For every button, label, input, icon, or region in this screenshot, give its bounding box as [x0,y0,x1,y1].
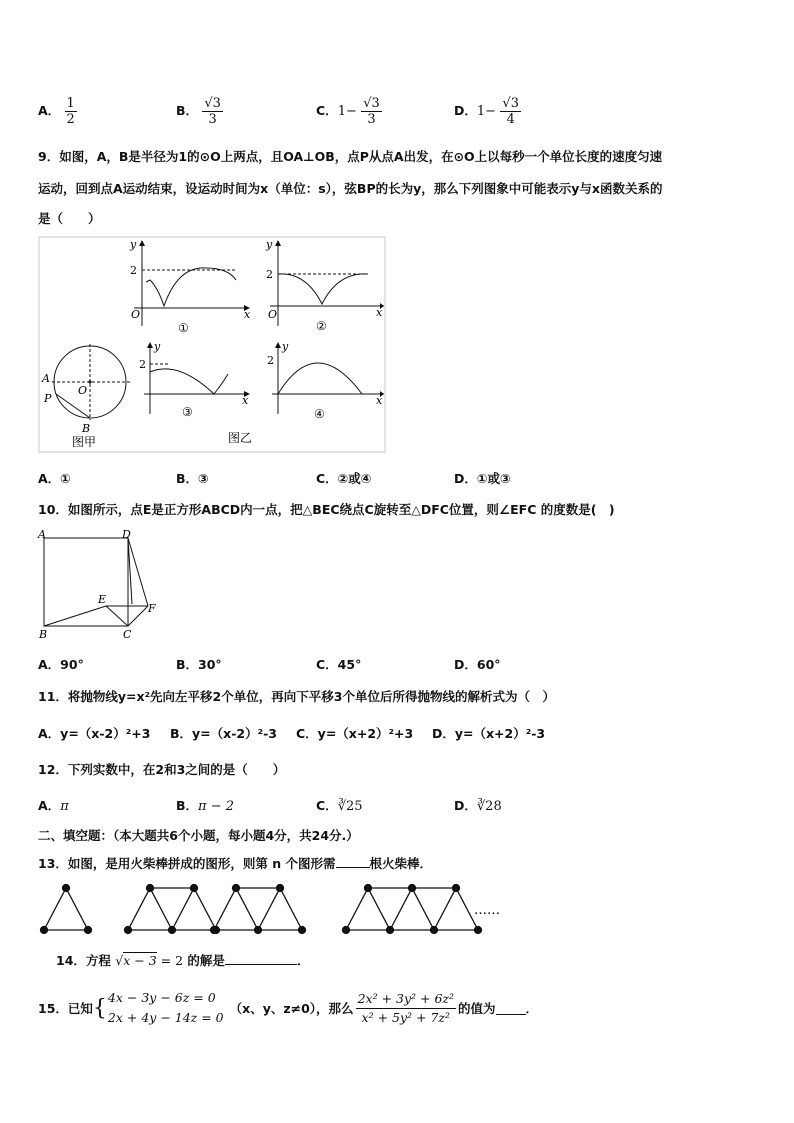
graph-1-label: ① [178,321,189,335]
vertex-c: C [123,628,132,641]
left-brace: { [92,995,107,1021]
graph-3-label: ③ [182,405,193,419]
answer-blank[interactable] [496,1002,526,1015]
answer-blank[interactable] [336,855,370,868]
q9-figure [38,236,388,454]
circle-figure [41,344,130,449]
caption-left: 图甲 [72,435,97,449]
q8-option-c: C．1− $\frac{√3}{3}$ [316,96,380,127]
point-o: O [78,384,88,397]
q14-text: 14．方程 √x − 3 = 2 的解是 ． [56,953,310,968]
q10-option-b: B．30° [176,657,222,672]
q10-option-d: D．60° [454,657,501,672]
q12-option-d: D．∛28 [454,798,502,814]
graph-2 [265,238,384,333]
x-label: x [242,394,249,407]
q8-option-d: D．1− $\frac{√3}{4}$ [454,96,519,127]
caption-right: 图乙 [228,431,253,445]
q11-option-d: D．y=（x+2）²-3 [432,726,546,741]
origin-label: O [268,308,278,321]
q10-figure [36,528,166,644]
y-label: y [130,238,137,251]
q9-option-a: A．① [38,471,71,486]
q10-option-c: C．45° [316,657,362,672]
q10-option-a: A．90° [38,657,84,672]
q12-option-b: B．π − 2 [176,798,235,814]
x-label: x [376,394,383,407]
y-label: y [266,238,273,251]
equation-system: 4x − 3y − 6z = 0 2x + 4y − 14z = 0 [107,990,224,1025]
fraction: $\frac{√3}{3}$ [363,96,380,127]
graph-3 [139,340,252,445]
answer-blank[interactable] [225,952,297,965]
q8-option-a: A． $\frac{1}{2}$ [38,96,75,127]
graph-1 [129,238,251,335]
y-label: y [154,340,161,353]
q9-line-3: 是（ ） [38,211,101,226]
vertex-d: D [122,528,131,541]
q13-text: 13．如图，是用火柴棒拼成的图形，则第 n 个图形需 根火柴棒． [38,856,433,871]
graph-2-label: ② [316,319,327,333]
fraction: $\frac{√3}{4}$ [502,96,519,127]
vertex-f: F [148,602,156,615]
x-label: x [376,306,383,319]
fraction: $\frac{1}{2}$ [66,96,75,127]
graph-4-label: ④ [314,407,325,421]
tick-2: 2 [267,354,274,367]
vertex-e: E [98,593,107,606]
q12-option-c: C．∛25 [316,798,363,814]
tick-2: 2 [266,268,273,281]
q9-option-d: D．①或③ [454,471,511,486]
q11-text: 11．将抛物线y=x²先向左平移2个单位，再向下平移3个单位后所得抛物线的解析式为（ ） [38,689,555,704]
fraction: $\frac{\text{2x² + 3y² + 6z²}}{\text{x² + 5y² + 7z²}}$ [357,990,454,1025]
q9-line-2: 运动，回到点A运动结束，设运动时间为x（单位：s），弦BP的长为y，那么下列图象中可能表示y与x函数关系的 [38,181,663,196]
q9-line-1: 9．如图，A，B是半径为1的⊙O上两点，且OA⊥OB，点P从点A出发，在⊙O上以每秒一个单位长度的速度匀速 [38,149,663,164]
q14-equation: √x − 3 = 2 [115,953,184,968]
graph-4 [267,340,384,421]
q13-figure [36,880,516,936]
q8-option-b: B． $\frac{√3}{3}$ [176,96,221,127]
origin-label: O [131,308,141,321]
q9-option-c: C．②或④ [316,471,372,486]
q11-option-c: C．y=（x+2）²+3 [296,726,414,741]
q9-option-b: B．③ [176,471,209,486]
q12-text: 12．下列实数中，在2和3之间的是（ ） [38,762,286,777]
q12-option-a: A．π [38,798,69,814]
point-a: A [42,372,50,385]
ellipsis: …… [474,903,500,918]
point-p: P [44,392,52,405]
fraction: $\frac{√3}{3}$ [204,96,221,127]
vertex-a: A [38,528,46,541]
y-label: y [282,340,289,353]
point-b: B [82,422,91,435]
q11-option-b: B．y=（x-2）²-3 [170,726,277,741]
tick-2: 2 [139,358,146,371]
tick-2: 2 [130,264,137,277]
vertex-b: B [39,628,48,641]
x-label: x [244,308,251,321]
q11-option-a: A．y=（x-2）²+3 [38,726,151,741]
section-2-title: 二、填空题：（本大题共6个小题，每小题4分，共24分.） [38,828,359,843]
q10-text: 10．如图所示，点E是正方形ABCD内一点，把△BEC绕点C旋转至△DFC位置，则∠EFC 的度数是( ) [38,502,615,517]
q15-text: 15．已知 { 4x − 3y − 6z = 0 2x + 4y − 14z = 0 （x、y、z≠0），那么 $\frac{\text{2x² + 3y² + 6z²}}{\text{x² + 5y² + 7z²}}$ 的值为 ． [38,988,538,1028]
